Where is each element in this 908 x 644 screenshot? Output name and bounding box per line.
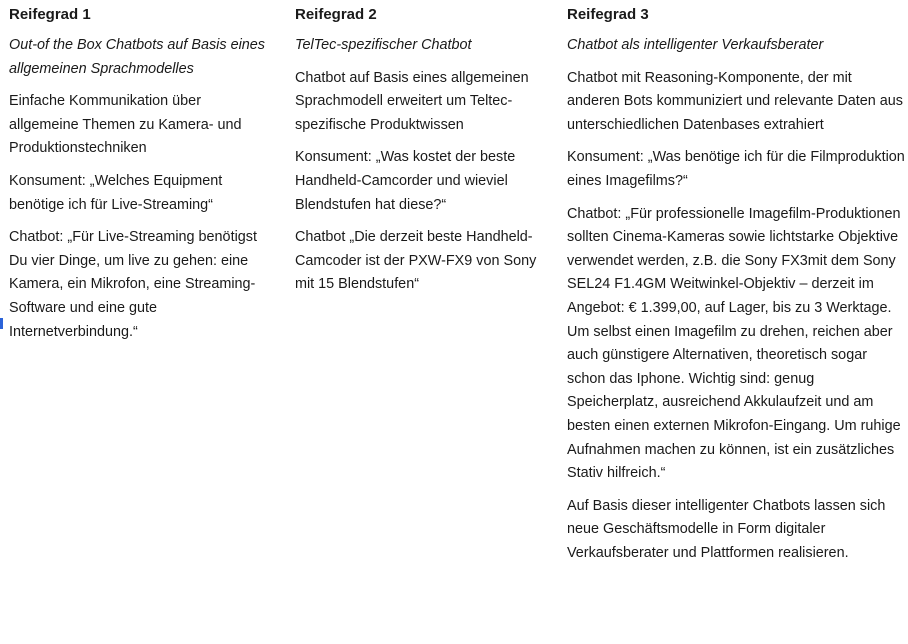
- consumer-question: Konsument: „Was kostet der beste Handheld-Camcorder und wieviel Blendstufen hat diese?“: [295, 149, 516, 213]
- conclusion-paragraph: Auf Basis dieser intelligenter Chatbots lassen sich neue Geschäftsmodelle in Form digitaler Verkaufsberater und Plattformen realisieren.: [567, 497, 886, 561]
- column-heading: Reifegrad 2: [295, 6, 377, 23]
- column-reifegrad-2: [295, 5, 553, 306]
- column-heading: Reifegrad 3: [567, 6, 649, 23]
- column-subtitle: Chatbot als intelligenter Verkaufsberater: [567, 37, 824, 53]
- description-paragraph: Chatbot mit Reasoning-Komponente, der mit anderen Bots kommuniziert und relevante Daten aus unterschiedlichen Datenbases extrahiert: [567, 69, 903, 133]
- text-cursor-marker: [0, 318, 3, 329]
- description-paragraph: Einfache Kommunikation über allgemeine Themen zu Kamera- und Produktionstechniken: [9, 93, 242, 157]
- consumer-question: Konsument: „Welches Equipment benötige ich für Live-Streaming“: [9, 172, 223, 213]
- chatbot-answer: Chatbot: „Für professionelle Imagefilm-Produktionen sollten Cinema-Kameras sowie lichtstarke Objektive verwendet werden, z.B. die Sony FX3mit dem Sony SEL24 F1.4GM Weitwinkel-Objektiv – derzeit im Angebot: € 1.399,00, auf Lager, bis zu 3 Werktage. Um selbst einen Imagefilm zu drehen, reichen aber auch günstigere Alternativen, theoretisch sogar schon das Iphone. Wichtig sind: genug Speicherplatz, ausreichend Akkulaufzeit und am besten einen externen Mikrofon-Eingang. Um ruhige Aufnahmen machen zu können, ist ein zusätzliches Stativ hilfreich.“: [567, 205, 901, 482]
- column-reifegrad-3: [567, 5, 907, 574]
- chatbot-answer: Chatbot: „Für Live-Streaming benötigst Du vier Dinge, um live zu gehen: eine Kamera, ein Mikrofon, eine Streaming-Software und eine gute Internetverbindung.“: [9, 229, 257, 340]
- column-reifegrad-1: [9, 5, 271, 353]
- chatbot-answer: Chatbot „Die derzeit beste Handheld-Camcoder ist der PXW-FX9 von Sony mit 15 Blendstufen“: [295, 229, 537, 293]
- column-heading: Reifegrad 1: [9, 6, 91, 23]
- description-paragraph: Chatbot auf Basis eines allgemeinen Sprachmodell erweitert um Teltec-spezifische Produktwissen: [295, 69, 529, 133]
- consumer-question: Konsument: „Was benötige ich für die Filmproduktion eines Imagefilms?“: [567, 149, 905, 189]
- column-subtitle: Out-of the Box Chatbots auf Basis eines allgemeinen Sprachmodelles: [9, 37, 265, 77]
- column-subtitle: TelTec-spezifischer Chatbot: [295, 37, 472, 53]
